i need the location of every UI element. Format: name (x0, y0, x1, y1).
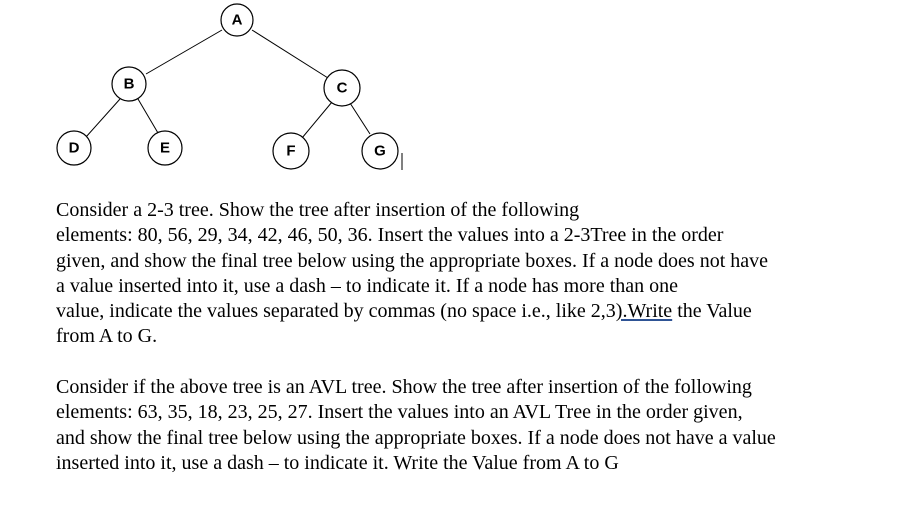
edge-c-f (302, 102, 332, 138)
node-label-d: D (68, 139, 80, 157)
q2-line-4: inserted into it, use a dash – to indicate it. Write the Value from A to G (56, 451, 619, 474)
tree-node-f (273, 133, 309, 169)
tree-node-e (148, 131, 182, 165)
edge-b-e (138, 99, 158, 133)
node-label-a: A (231, 11, 243, 29)
q2-line-2: elements: 63, 35, 18, 23, 25, 27. Insert the values into an AVL Tree in the order given, (56, 401, 743, 424)
node-label-f: F (286, 142, 296, 160)
q1-line-4: a value inserted into it, use a dash – to indicate it. If a node has more than one (56, 274, 679, 297)
tree-node-g (362, 133, 398, 169)
q1-line-2: elements: 80, 56, 29, 34, 42, 46, 50, 36. Insert the values into a 2-3Tree in the order (56, 224, 724, 247)
edge-c-g (350, 103, 370, 134)
node-label-e: E (159, 139, 171, 157)
edge-a-c (252, 30, 328, 78)
tree-node-a (221, 4, 253, 36)
q1-line-5 (56, 299, 856, 324)
edge-a-b (146, 30, 222, 74)
q1-line-3: given, and show the final tree below using the appropriate boxes. If a node does not have (56, 249, 769, 272)
node-label-b: B (123, 75, 135, 93)
tree-node-c (324, 70, 360, 106)
edge-b-d (86, 99, 120, 137)
tree-diagram (0, 0, 897, 190)
q2-line-1: Consider if the above tree is an AVL tree. Show the tree after insertion of the following (56, 376, 752, 398)
q1-line-5-start: value, indicate the values separated by commas (no space i.e., like 2,3 (56, 300, 616, 323)
q1-line-1: Consider a 2-3 tree. Show the tree after insertion of the following (56, 199, 580, 221)
node-label-g: G (374, 142, 386, 160)
q1-line-6: from A to G. (56, 325, 158, 348)
q1-line-5-end: the Value (672, 300, 752, 323)
question-avl-tree (56, 375, 856, 476)
q2-line-3: and show the final tree below using the appropriate boxes. If a node does not have a value (56, 426, 776, 449)
tree-node-d (57, 131, 91, 165)
question-2-3-tree (56, 198, 856, 350)
q1-underlined-write: ).Write (615, 300, 673, 323)
node-label-c: C (336, 79, 348, 97)
tree-node-b (112, 67, 146, 101)
